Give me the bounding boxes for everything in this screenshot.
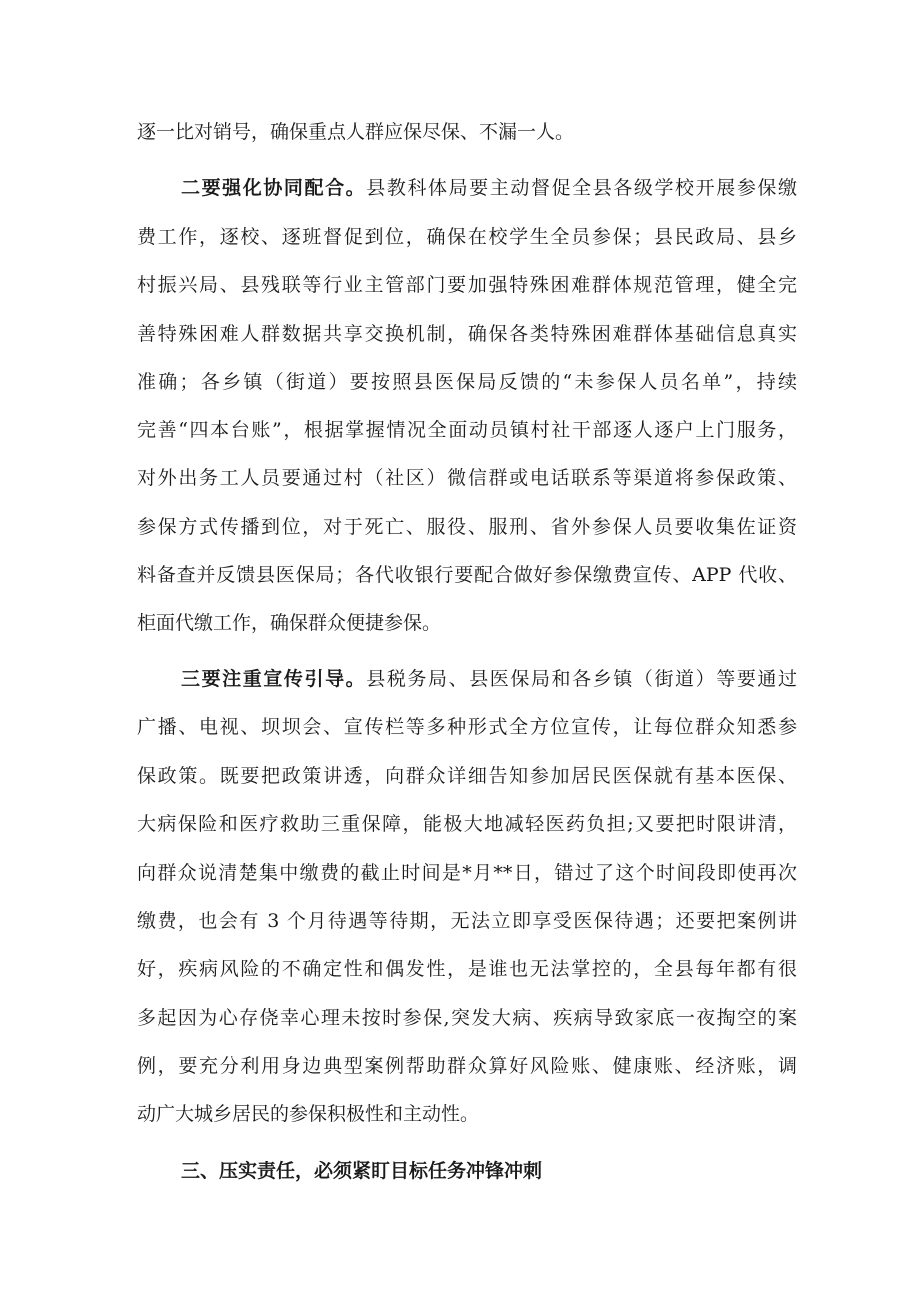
paragraph-first-line [181, 667, 797, 693]
paragraph-line: 料备查并反馈县医保局；各代收银行要配合做好参保缴费宣传、APP 代收、 [137, 564, 797, 586]
section-heading: 三、压实责任，必须紧盯目标任务冲锋冲刺 [181, 1160, 543, 1182]
paragraph-line: 参保方式传播到位，对于死亡、服役、服刑、省外参保人员要收集佐证资 [137, 516, 797, 538]
paragraph-line: 逐一比对销号，确保重点人群应保尽保、不漏一人。 [137, 121, 575, 143]
paragraph-text: 县教科体局要主动督促全县各级学校开展参保缴 [366, 177, 797, 199]
paragraph-line: 向群众说清楚集中缴费的截止时间是*月**日，错过了这个时间段即使再次 [137, 862, 797, 884]
paragraph-text: 县税务局、县医保局和各乡镇（街道）等要通过 [366, 668, 797, 690]
paragraph-line: 广播、电视、坝坝会、宣传栏等多种形式全方位宣传，让每位群众知悉参 [137, 716, 797, 738]
paragraph-line: 多起因为心存侥幸心理未按时参保,突发大病、疾病导致家底一夜掏空的案 [137, 1007, 797, 1029]
paragraph-line: 费工作，逐校、逐班督促到位，确保在校学生全员参保；县民政局、县乡 [137, 226, 797, 248]
paragraph-line: 准确；各乡镇（街道）要按照县医保局反馈的“未参保人员名单”，持续 [137, 371, 797, 393]
paragraph-line: 善特殊困难人群数据共享交换机制，确保各类特殊困难群体基础信息真实 [137, 323, 797, 345]
paragraph-line: 村振兴局、县残联等行业主管部门要加强特殊困难群体规范管理，健全完 [137, 274, 797, 296]
paragraph-line: 保政策。既要把政策讲透，向群众详细告知参加居民医保就有基本医保、 [137, 765, 797, 787]
paragraph-line: 柜面代缴工作，确保群众便捷参保。 [137, 612, 442, 634]
paragraph-line: 好，疾病风险的不确定性和偶发性，是谁也无法掌控的，全县每年都有很 [137, 958, 797, 980]
paragraph-line: 大病保险和医疗救助三重保障，能极大地减轻医药负担;又要把时限讲清， [137, 813, 797, 835]
paragraph-line: 例，要充分利用身边典型案例帮助群众算好风险账、健康账、经济账，调 [137, 1055, 797, 1077]
paragraph-line: 对外出务工人员要通过村（社区）微信群或电话联系等渠道将参保政策、 [137, 467, 797, 489]
paragraph-line: 缴费，也会有 3 个月待遇等待期，无法立即享受医保待遇；还要把案例讲 [137, 910, 797, 932]
paragraph-first-line [181, 176, 797, 202]
paragraph-line: 动广大城乡居民的参保积极性和主动性。 [137, 1103, 480, 1125]
paragraph-lead: 二要强化协同配合。 [181, 177, 367, 199]
paragraph-lead: 三要注重宣传引导。 [181, 668, 367, 690]
paragraph-line: 完善“四本台账”，根据掌握情况全面动员镇村社干部逐人逐户上门服务， [137, 419, 797, 441]
